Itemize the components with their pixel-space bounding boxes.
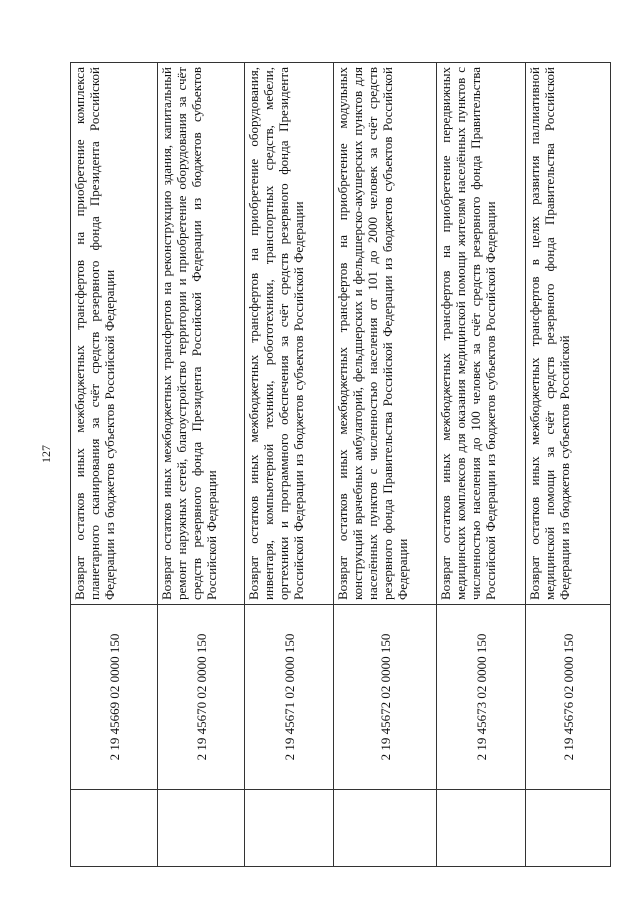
budget-code-cell: 2 19 45669 02 0000 150 xyxy=(71,605,158,790)
empty-cell xyxy=(158,790,245,867)
description-cell: Возврат остатков иных межбюджетных трансфертов на приобретение передвижных медицинских комплексов для оказания медицинской помощи жителям населённых пунктов с численностью населения до 100 человек за счёт средств резервного фонда Правительства Российской Федерации из бюджетов субъектов Российской Федерации xyxy=(437,63,526,605)
table-row xyxy=(245,63,334,867)
description-cell: Возврат остатков иных межбюджетных трансфертов на приобретение оборудования, инвентаря, компьютерной техники, робототехники, транспортных средств, мебели, оргтехники и программного обеспечения за счёт средств резервного фонда Президента Российской Федерации из бюджетов субъектов Российской Федерации xyxy=(245,63,334,605)
budget-codes-table xyxy=(70,62,611,867)
description-cell: Возврат остатков иных межбюджетных трансфертов на приобретение комплекса планетарного сканирования за счёт средств резервного фонда Президента Российской Федерации из бюджетов субъектов Российской Федерации xyxy=(71,63,158,605)
budget-code-cell: 2 19 45676 02 0000 150 xyxy=(526,605,611,790)
table-row xyxy=(334,63,437,867)
description-cell: Возврат остатков иных межбюджетных трансфертов на приобретение модульных конструкций врачебных амбулаторий, фельдшерских и фельдшерско-акушерских пунктов для населённых пунктов с численностью населения от 101 до 2000 человек за счёт средств резервного фонда Правительства Российской Федерации из бюджетов субъектов Российской Федерации xyxy=(334,63,437,605)
table-row xyxy=(526,63,611,867)
budget-code-cell: 2 19 45673 02 0000 150 xyxy=(437,605,526,790)
table-container xyxy=(70,62,592,867)
budget-code-cell: 2 19 45672 02 0000 150 xyxy=(334,605,437,790)
page-number: 127 xyxy=(39,445,53,463)
description-cell: Возврат остатков иных межбюджетных трансфертов в целях развития паллиативной медицинской помощи за счёт средств резервного фонда Правительства Российской Федерации из бюджетов субъектов Российской xyxy=(526,63,611,605)
table-row xyxy=(158,63,245,867)
empty-cell xyxy=(437,790,526,867)
empty-cell xyxy=(245,790,334,867)
empty-cell xyxy=(71,790,158,867)
table-row xyxy=(437,63,526,867)
table-row xyxy=(71,63,158,867)
empty-cell xyxy=(526,790,611,867)
budget-code-cell: 2 19 45670 02 0000 150 xyxy=(158,605,245,790)
budget-code-cell: 2 19 45671 02 0000 150 xyxy=(245,605,334,790)
description-cell: Возврат остатков иных межбюджетных трансфертов на реконструкцию здания, капитальный ремонт наружных сетей, благоустройство территории и приобретение оборудования за счёт средств резервного фонда Президента Российской Федерации из бюджетов субъектов Российской Федерации xyxy=(158,63,245,605)
empty-cell xyxy=(334,790,437,867)
rotated-table-frame xyxy=(70,62,592,867)
